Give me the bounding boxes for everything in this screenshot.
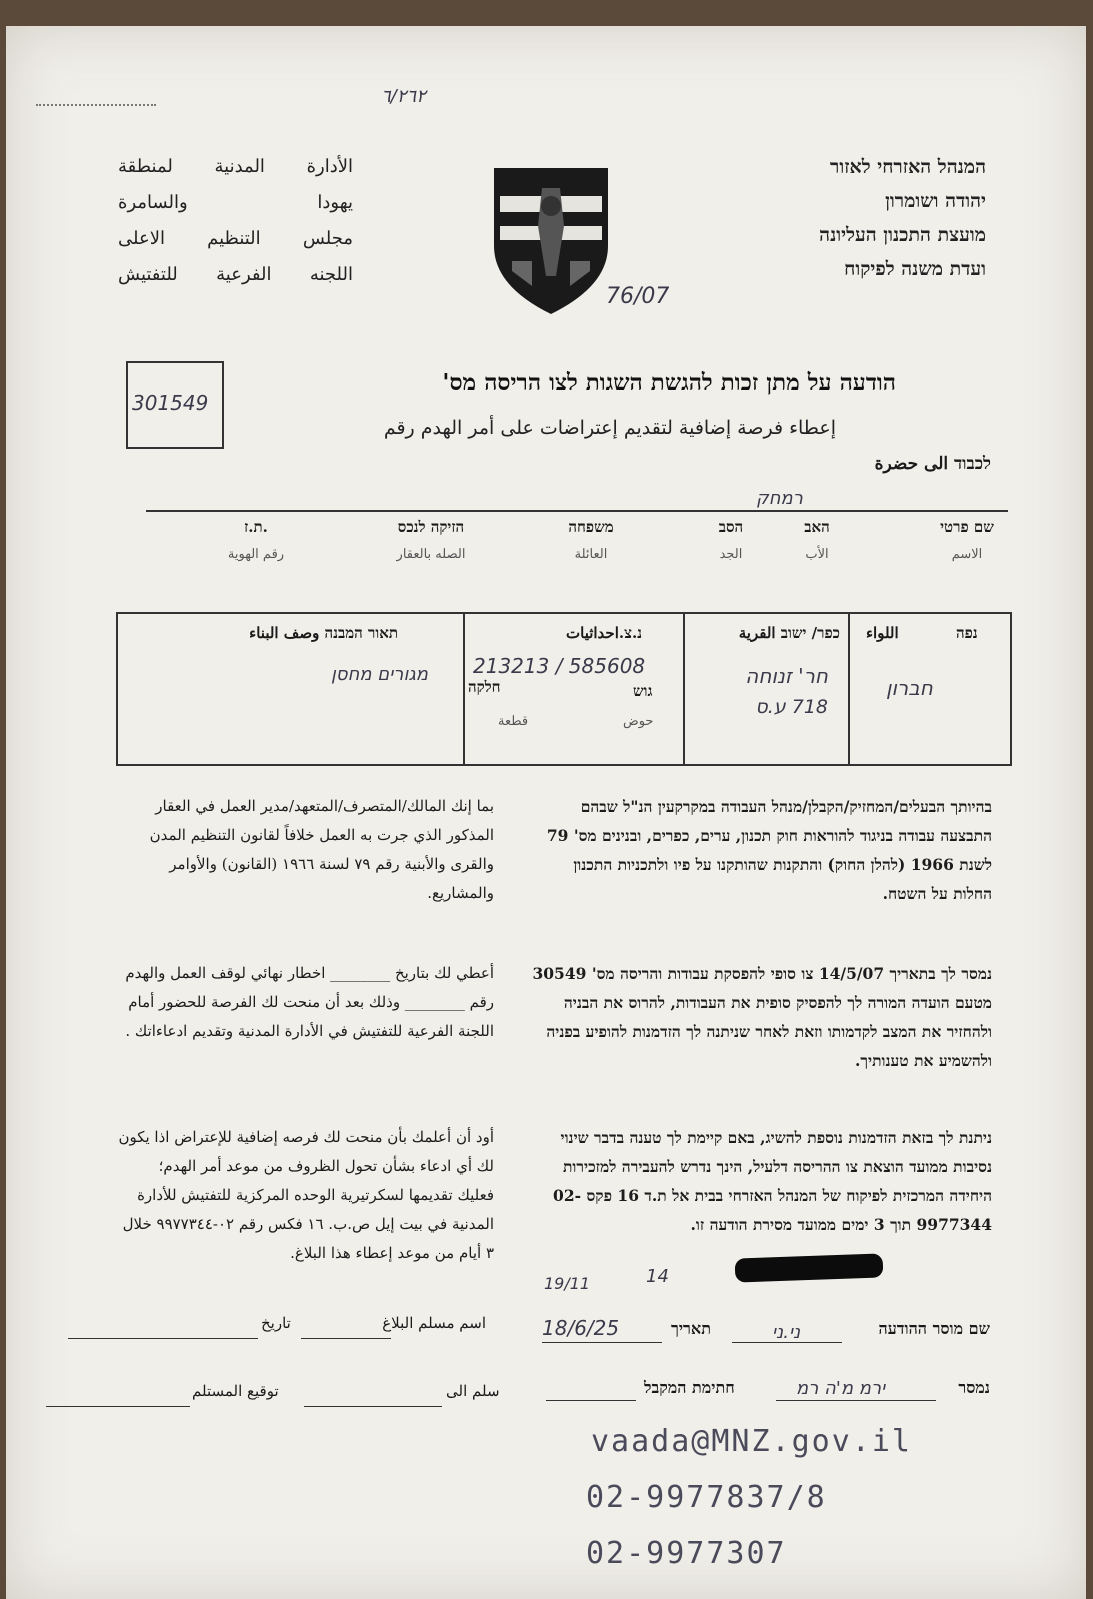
field-id-number: [216, 518, 296, 562]
handwritten-phone-1: 02-9977837/8: [586, 1480, 827, 1515]
letterhead-row: [118, 264, 353, 300]
letterhead-word: لمنطقة: [118, 156, 173, 177]
page-reference: ٦/٢٦٢: [381, 86, 426, 107]
village-label: כפר/ ישוב القرية: [738, 624, 840, 642]
qita-label: قطعة: [498, 714, 529, 729]
village-value: חר' זנוחה: [745, 664, 828, 688]
hod-label: حوض: [623, 714, 654, 729]
coords-value: 213213 / 585608: [473, 654, 646, 678]
letterhead-word: المدنية: [214, 156, 265, 177]
field-father: [782, 518, 852, 562]
table-divider: [848, 614, 850, 764]
handwritten-phone-2: 02-9977307: [586, 1536, 787, 1571]
field-family: [546, 518, 636, 562]
letterhead-line: מועצת התכנון העליונה: [819, 224, 986, 246]
field-label: الأب: [805, 547, 829, 562]
deliver-date-label: תאריך: [671, 1319, 711, 1338]
letterhead-word: الأدارة: [306, 156, 353, 177]
paragraph-3-arabic: أود أن أعلمك بأن منحت لك فرصه إضافية للإعتراض اذا يكون لك أي ادعاء بشأن تحول الظروف من موعد أمر الهدم؛ فعليك تقديمها لسكرتيرية الوحده المركزية للتفتيش للأدارة المدنية في بيت إيل ص.ب. ١٦ فكس رقم ٠٢-٩٩٧٧٣٤٤ خلال ٣ أيام من موعد إعطاء هذا البلاغ.: [118, 1128, 494, 1262]
handwritten-name: רמחק: [756, 488, 803, 509]
field-label: الاسم: [951, 547, 983, 562]
field-label: الجد: [719, 547, 743, 562]
order-number-box: [126, 361, 224, 449]
field-label: رقم الهوية: [227, 547, 285, 562]
letterhead-word: اللجنه: [309, 264, 353, 285]
village-value-number: 718 ע.ס: [755, 696, 828, 718]
deliverer-name-label-arabic: اسم مسلم البلاغ: [382, 1314, 486, 1332]
letterhead-word: الفرعية: [216, 264, 272, 285]
hebrew-letterhead: [726, 150, 986, 286]
field-label: الصله بالعقار: [396, 547, 466, 562]
receiver-signature-line-arabic: [46, 1390, 190, 1407]
table-divider: [463, 614, 465, 764]
letterhead-line: יהודה ושומרון: [885, 190, 986, 212]
paragraph-1-hebrew: בהיותך הבעלים/המחזיק/הקבלן/מנהל העבודה במקרקעין הנ"ל שבהם התבצעה עבודה בניגוד להוראות חוק תכנון, ערים, כפרים, ובנינים מס' 79 לשנת 1966 (להלן החוק) והתקנות שהותקנו על פיו ולתכניות התכנון החלות על השטח.: [546, 797, 992, 903]
property-table: [116, 612, 1012, 766]
letterhead-row: [118, 192, 353, 228]
deliverer-name-label: שם מוסר ההודעה: [878, 1319, 990, 1338]
title-hebrew: הודעה על מתן זכות להגשת השגות לצו הריסה מס': [442, 369, 896, 396]
deliver-date-line-arabic: [68, 1322, 258, 1339]
delivered-to-label-arabic: سلم الى: [446, 1382, 500, 1400]
dotted-mark: [36, 104, 156, 106]
redaction-bar: [735, 1253, 884, 1282]
letterhead-word: التنظيم: [207, 228, 261, 249]
addressee-label: לכבוד الى حضرة: [874, 454, 991, 474]
deliverer-name-line-arabic: [301, 1322, 391, 1339]
coords-label: נ.צ.احداثيات: [566, 624, 643, 642]
deliverer-name-line: [732, 1322, 842, 1343]
handwritten-date-top: 19/11: [544, 1274, 591, 1293]
order-number: 301549: [132, 391, 209, 415]
receiver-signature-line: [546, 1382, 636, 1401]
title-arabic: إعطاء فرصة إضافية لتقديم إعتراضات على أمر الهدم رقم: [383, 417, 836, 439]
emblem-shield-icon: [492, 166, 610, 316]
receiver-signature-label-arabic: توقيع المستلم: [192, 1382, 279, 1400]
field-label: האב: [804, 518, 830, 536]
delivered-to-line-arabic: [304, 1390, 442, 1407]
letterhead-word: يهودا: [317, 192, 353, 213]
handwritten-email: vaada@MNZ.gov.il: [591, 1424, 912, 1459]
delivered-label: נמסר: [958, 1378, 990, 1397]
field-label: العائلة: [574, 547, 608, 562]
liwa-label: اللواء: [866, 624, 899, 642]
building-value: מגורים מחסן: [331, 664, 428, 685]
letterhead-line: ועדת משנה לפיקוח: [844, 258, 986, 280]
letterhead-word: مجلس: [302, 228, 353, 249]
letterhead-word: للتفتيش: [118, 264, 178, 285]
helka-label: חלקה: [468, 678, 501, 696]
letterhead-line: המנהל האזרחי לאזור: [830, 156, 986, 178]
nafa-label: נפה: [956, 624, 978, 642]
paragraph-2-arabic: أعطي لك بتاريخ ________ اخطار نهائي لوقف العمل والهدم رقم ________ وذلك بعد أن منحت لك الفرصة للحضور أمام اللجنة الفرعية للتفتيش في الأدارة المدنية وتقديم ادعاءاتك .: [125, 964, 494, 1040]
deliver-date-line: [542, 1316, 662, 1343]
field-label: ת.ז.: [244, 518, 268, 536]
handwritten-note: 14: [646, 1266, 669, 1287]
field-label: שם פרטי: [940, 518, 994, 536]
arabic-letterhead: [118, 156, 353, 300]
deliverer-signature: ני.ני: [772, 1322, 801, 1343]
letterhead-row: [118, 156, 353, 192]
deliver-date-value: 18/6/25: [542, 1316, 620, 1340]
table-divider: [683, 614, 685, 764]
receiver-line: [776, 1378, 936, 1401]
gush-label: גוש: [633, 682, 653, 700]
deliver-date-label-arabic: تاريخ: [261, 1314, 291, 1332]
field-grandfather: [696, 518, 766, 562]
nafa-value: חברון: [886, 676, 933, 700]
letterhead-word: والسامرة: [118, 192, 188, 213]
letterhead-row: [118, 228, 353, 264]
handwritten-date: 76/07: [606, 284, 670, 309]
document-page: [6, 26, 1086, 1599]
field-label: הסב: [718, 518, 744, 536]
field-property-relation: [376, 518, 486, 562]
divider-line: [146, 510, 1008, 512]
receiver-signature: ירמ מ'ה רמ: [796, 1378, 886, 1399]
field-first-name: [922, 518, 1012, 562]
paragraph-3-hebrew: ניתנת לך בזאת הזדמנות נוספת להשיג, באם קיימת לך טענה בדבר שינוי נסיבות ממועד הוצאת צו ההריסה דלעיל, הינך נדרש להעבירה למזכירות היחידה המרכזית לפיקוח של המנהל האזרחי בבית אל ת.ד 16 פקס 02-9977344 תוך 3 ימים ממועד מסירת הודעה זו.: [553, 1128, 992, 1234]
letterhead-word: الاعلى: [118, 228, 165, 249]
paragraph-2-hebrew: נמסר לך בתאריך 14/5/07 צו סופי להפסקת עבודות והריסה מס' 30549 מטעם הועדה המורה לך להפסיק סופית את העבודות, להרוס את הבניה ולהחזיר את המצב לקדמותו וזאת לאחר שניתנה לך הזדמנות להופיע בפניה ולהשמיע את טענותיך.: [532, 964, 992, 1070]
paragraph-1-arabic: بما إنك المالك/المتصرف/المتعهد/مدير العمل في العقار المذكور الذي جرت به العمل خلافاً لقانون التنظيم المدن والقرى والأبنية رقم ٧٩ لسنة ١٩٦٦ (القانون) والأوامر والمشاريع.: [149, 797, 494, 902]
receiver-signature-label: חתימת המקבל: [644, 1378, 735, 1397]
field-label: משפחה: [568, 518, 614, 536]
building-label: תאור המבנה وصف البناء: [249, 624, 398, 642]
field-label: הזיקה לנכס: [397, 518, 465, 536]
